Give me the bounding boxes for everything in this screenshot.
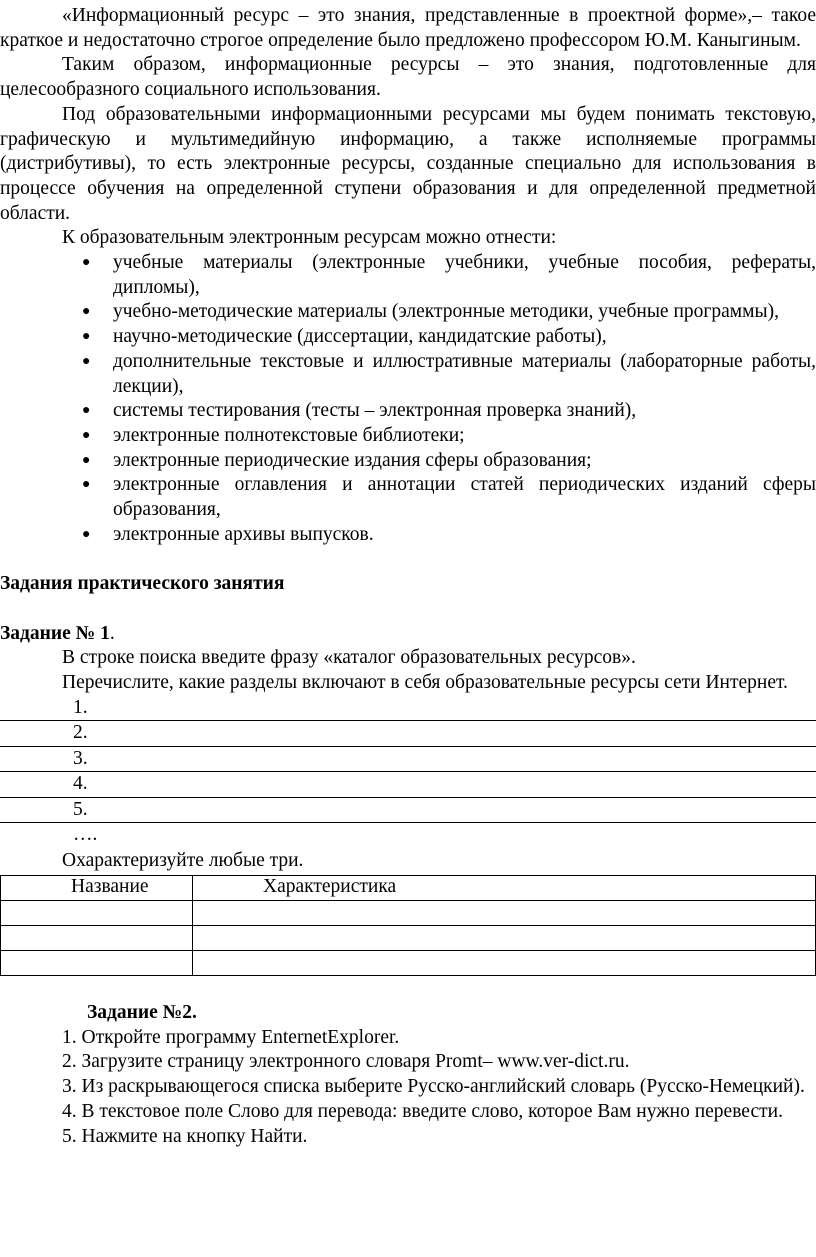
table-row xyxy=(1,951,816,976)
task2-step-1: 1. Откройте программу EnternetExplorer. xyxy=(62,1026,400,1048)
characteristics-table xyxy=(0,875,816,976)
task1-paragraph-2: Перечислите, какие разделы включают в себя образовательные ресурсы сети Интернет. xyxy=(62,671,788,693)
bullet-icon: ● xyxy=(82,452,91,468)
table-cell[interactable] xyxy=(1,951,193,976)
intro-paragraph-1: «Информационный ресурс – это знания, представленные в проектной форме»,– такое краткое и недостаточно строгое определение было предложено профессором Ю.М. Каныгиным. xyxy=(0,5,816,51)
intro-paragraph-4: К образовательным электронным ресурсам можно отнести: xyxy=(62,227,557,249)
bullet-icon: ● xyxy=(82,477,91,493)
list-item: ● системы тестирования (тесты – электронная проверка знаний), xyxy=(0,399,816,424)
bullet-icon: ● xyxy=(82,403,91,419)
list-item: ● электронные полнотекстовые библиотеки; xyxy=(0,424,816,449)
task2-title: Задание №2. xyxy=(87,1002,197,1024)
header-characteristic: Характеристика xyxy=(193,876,816,901)
list-item: ● научно-методические (диссертации, кандидатские работы), xyxy=(0,325,816,350)
task1-title: Задание № 1 xyxy=(0,622,110,644)
table-cell[interactable] xyxy=(193,926,816,951)
list-item: ● электронные периодические издания сферы образования; xyxy=(0,449,816,474)
answer-line-ellipsis: …. xyxy=(73,824,98,846)
answer-line-5[interactable]: 5. xyxy=(0,798,816,824)
list-item: ● учебные материалы (электронные учебники, учебные пособия, рефераты, дипломы), xyxy=(82,252,816,298)
answer-line-2[interactable]: 2. xyxy=(0,721,816,747)
resource-list xyxy=(0,251,816,547)
task2-step-2: 2. Загрузите страницу электронного словаря Promt– www.ver-dict.ru. xyxy=(62,1051,630,1073)
table-cell[interactable] xyxy=(1,901,193,926)
answer-lines xyxy=(0,696,816,849)
task2-step-3: 3. Из раскрывающегося списка выберите Русско-английский словарь (Русско-Немецкий). xyxy=(62,1076,805,1098)
practice-heading: Задания практического занятия xyxy=(0,573,285,595)
answer-line-1[interactable]: 1. xyxy=(0,696,816,722)
bullet-icon: ● xyxy=(82,526,91,542)
answer-line-3[interactable]: 3. xyxy=(0,747,816,773)
table-cell[interactable] xyxy=(193,951,816,976)
table-cell[interactable] xyxy=(193,901,816,926)
table-cell[interactable] xyxy=(1,926,193,951)
intro-paragraph-3: Под образовательными информационными ресурсами мы будем понимать текстовую, графическую и мультимедийную информацию, а также исполняемые программы (дистрибутивы), то есть электронные ресурсы, созданные специально для использования в процессе обучения на определенной ступени образования и для определенной предметной области. xyxy=(0,103,816,224)
list-item: ● дополнительные текстовые и иллюстративные материалы (лабораторные работы, лекции), xyxy=(82,350,816,397)
bullet-icon: ● xyxy=(82,304,91,320)
intro-paragraph-2: Таким образом, информационные ресурсы – это знания, подготовленные для целесообразного социального использования. xyxy=(0,54,816,101)
task2-step-4: 4. В текстовое поле Слово для перевода: введите слово, которое Вам нужно перевести. xyxy=(62,1100,783,1122)
table-row xyxy=(1,926,816,951)
bullet-icon: ● xyxy=(82,329,91,345)
header-name: Название xyxy=(1,876,193,901)
list-item: ● электронные оглавления и аннотации статей периодических изданий сферы образования, xyxy=(82,474,816,521)
task1-paragraph-1: В строке поиска введите фразу «каталог образовательных ресурсов». xyxy=(62,647,636,669)
task1-title-line: Задание № 1. xyxy=(0,622,115,644)
table-row xyxy=(1,901,816,926)
list-item: ● учебно-методические материалы (электронные методики, учебные программы), xyxy=(0,300,816,325)
task2-step-5: 5. Нажмите на кнопку Найти. xyxy=(62,1125,308,1147)
bullet-icon: ● xyxy=(82,427,91,443)
table-header-row xyxy=(1,876,816,901)
answer-line-4[interactable]: 4. xyxy=(0,772,816,798)
task1-paragraph-3: Охарактеризуйте любые три. xyxy=(62,849,304,871)
list-item: ● электронные архивы выпусков. xyxy=(0,523,816,548)
bullet-icon: ● xyxy=(82,255,91,271)
bullet-icon: ● xyxy=(82,353,91,369)
